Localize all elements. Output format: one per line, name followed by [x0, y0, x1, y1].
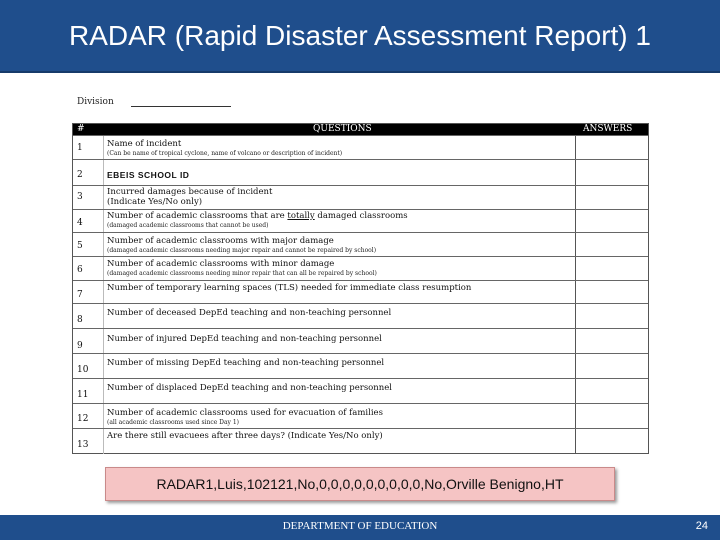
- row-number: 12: [77, 414, 89, 424]
- question-text: Incurred damages because of incident: [107, 187, 273, 197]
- table-row: [73, 185, 648, 209]
- question-text-end: damaged classrooms: [314, 211, 408, 221]
- row-question: [107, 187, 567, 207]
- footer-department: DEPARTMENT OF EDUCATION: [282, 520, 438, 532]
- row-number: 13: [77, 440, 89, 450]
- row-question: [107, 236, 567, 255]
- page-number: 24: [695, 520, 708, 532]
- row-number: 9: [77, 341, 83, 351]
- table-row: [73, 303, 648, 328]
- row-question: [107, 211, 567, 230]
- row-number: 10: [77, 365, 89, 375]
- question-text: Name of incident: [107, 139, 182, 149]
- row-number: 4: [77, 218, 83, 228]
- question-emphasis: totally: [287, 211, 315, 221]
- radar-questions-table: [72, 123, 649, 454]
- question-text: Number of academic classrooms used for evacuation of families: [107, 408, 383, 418]
- row-number: 7: [77, 290, 83, 300]
- question-note: (Can be name of tropical cyclone, name of volcano or description of incident): [107, 150, 343, 157]
- table-row: [73, 428, 648, 454]
- row-question: [107, 259, 567, 278]
- row-question: Number of missing DepEd teaching and non-teaching personnel: [107, 358, 385, 368]
- table-row: [73, 280, 648, 303]
- question-note: (damaged academic classrooms needing major repair and cannot be repaired by school): [107, 247, 377, 254]
- question-note: (damaged academic classrooms that cannot be used): [107, 222, 269, 229]
- question-note: (all academic classrooms used since Day 1): [107, 419, 239, 426]
- division-label: Division: [77, 97, 114, 107]
- table-row: [73, 378, 648, 403]
- row-question: EBEIS SCHOOL ID: [107, 170, 190, 180]
- row-number: 3: [77, 192, 83, 202]
- row-question: Number of displaced DepEd teaching and non-teaching personnel: [107, 383, 392, 393]
- header-number: #: [77, 124, 85, 134]
- division-field: [77, 97, 231, 107]
- row-question: Number of temporary learning spaces (TLS) needed for immediate class resumption: [107, 283, 472, 293]
- footer-bar: [0, 515, 720, 540]
- row-question: [107, 408, 567, 427]
- table-row: [73, 256, 648, 280]
- table-row: [73, 209, 648, 232]
- slide-title: RADAR (Rapid Disaster Assessment Report) 1: [0, 0, 720, 73]
- row-number: 5: [77, 241, 83, 251]
- sample-radar-code: RADAR1,Luis,102121,No,0,0,0,0,0,0,0,0,0,No,Orville Benigno,HT: [105, 467, 615, 501]
- row-number: 8: [77, 315, 83, 325]
- row-number: 11: [77, 390, 89, 400]
- row-number: 1: [77, 143, 83, 153]
- table-header: [73, 124, 648, 135]
- row-question: Number of deceased DepEd teaching and non-teaching personnel: [107, 308, 392, 318]
- table-row: [73, 159, 648, 185]
- question-text: Number of academic classrooms with major damage: [107, 236, 334, 246]
- row-question: [107, 139, 567, 158]
- table-row: [73, 328, 648, 353]
- table-row: [73, 135, 648, 159]
- question-instruction: (Indicate Yes/No only): [107, 197, 203, 207]
- row-question: Are there still evacuees after three days? (Indicate Yes/No only): [107, 431, 383, 441]
- row-question: Number of injured DepEd teaching and non-teaching personnel: [107, 334, 382, 344]
- row-number: 2: [77, 170, 83, 180]
- header-answers: ANSWERS: [583, 124, 633, 134]
- question-note: (damaged academic classrooms needing minor repair that can all be repaired by school): [107, 270, 377, 277]
- table-row: [73, 403, 648, 428]
- division-blank-line[interactable]: [131, 99, 231, 107]
- header-questions: QUESTIONS: [313, 124, 372, 134]
- table-row: [73, 353, 648, 378]
- question-text: Number of academic classrooms that are: [107, 211, 288, 221]
- question-text: Number of academic classrooms with minor damage: [107, 259, 335, 269]
- table-row: [73, 232, 648, 256]
- row-number: 6: [77, 265, 83, 275]
